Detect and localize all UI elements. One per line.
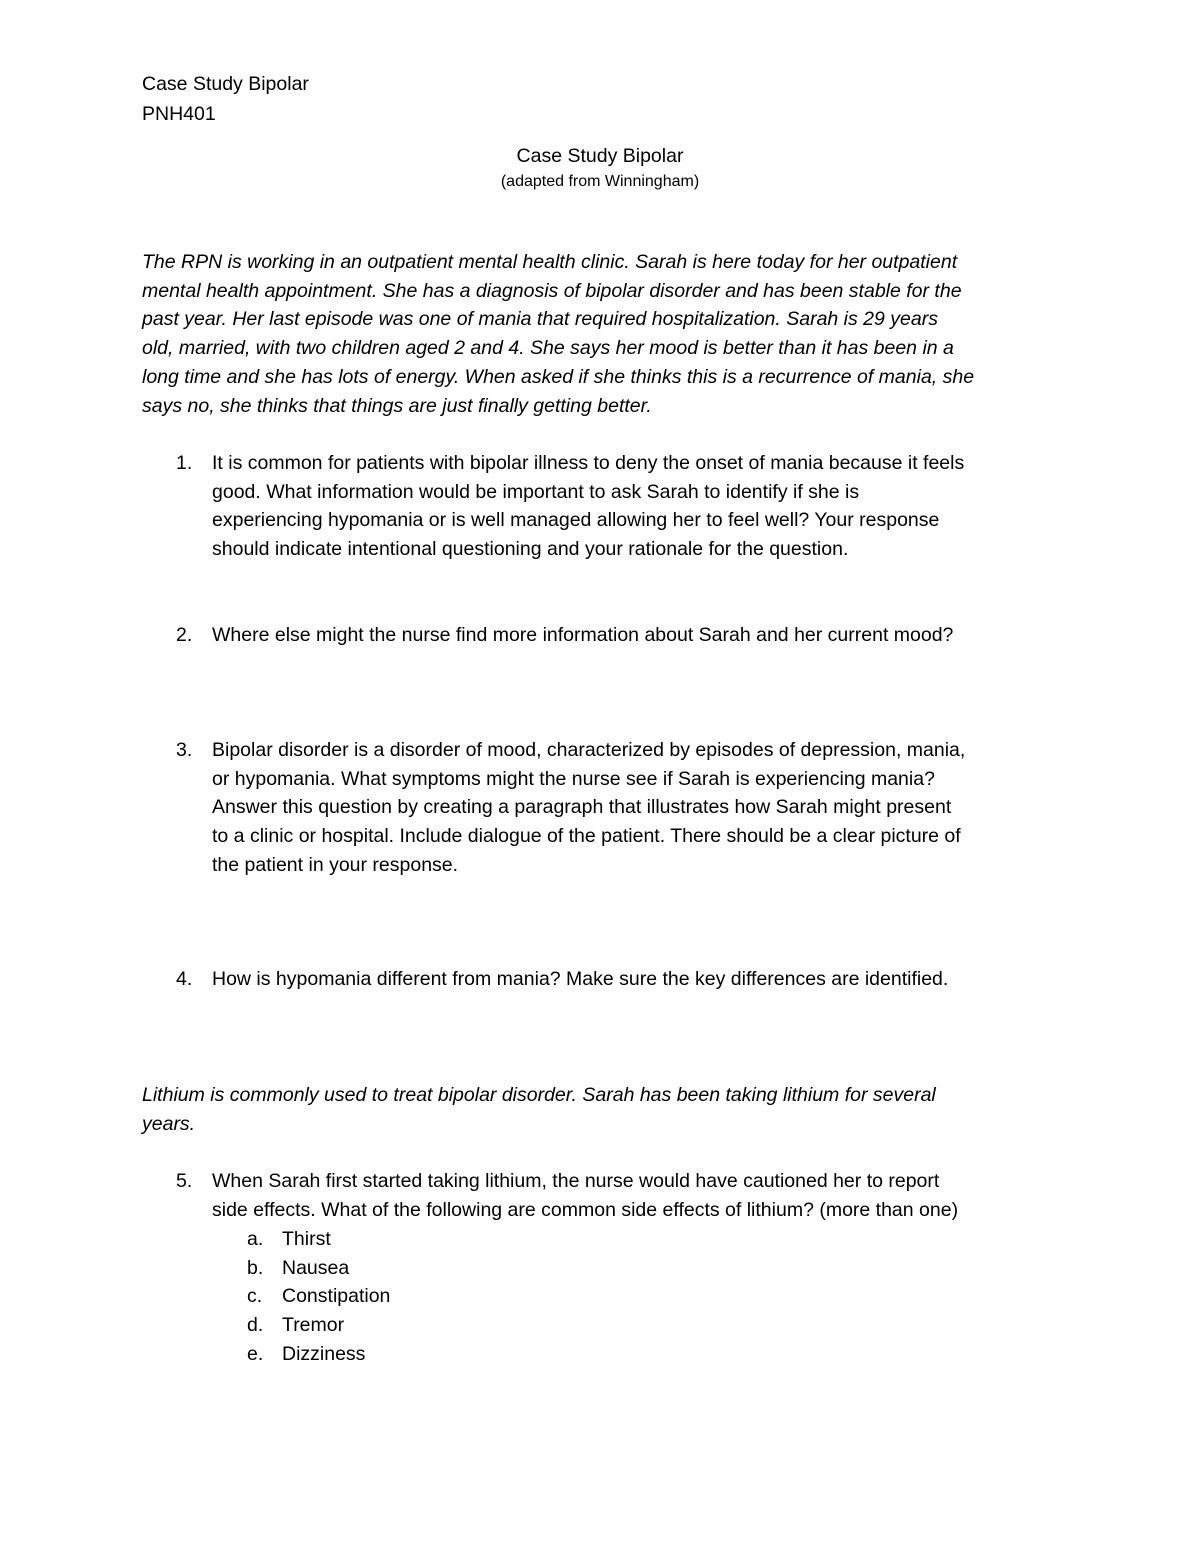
option-text: Thirst [282,1228,331,1250]
answer-option [142,1340,1062,1369]
answer-option [142,1225,1062,1254]
question-number: 3. [176,739,193,761]
question-line: Bipolar disorder is a disorder of mood, characterized by episodes of depression, mania, [212,739,966,761]
option-text: Dizziness [282,1342,366,1365]
paragraph-line: old, married, with two children aged 2 and 4. She says her mood is better than it has been in a [142,337,954,360]
option-text: Nausea [282,1256,350,1279]
question-2 [142,621,1062,650]
question-4 [142,965,1062,994]
question-line: How is hypomania different from mania? Make sure the key differences are identified. [212,968,949,990]
header-course-code: PNH401 [142,103,216,125]
option-letter: b. [247,1256,264,1279]
question-line: or hypomania. What symptoms might the nurse see if Sarah is experiencing mania? [212,767,935,790]
question-line: When Sarah first started taking lithium, the nurse would have cautioned her to report [212,1170,940,1192]
answer-option [142,1254,1062,1283]
question-number: 1. [176,452,193,474]
question-3 [142,736,1062,880]
option-letter: d. [247,1314,264,1337]
question-line: Where else might the nurse find more information about Sarah and her current mood? [212,624,954,646]
question-line: the patient in your response. [212,853,459,876]
document-title: Case Study Bipolar [516,145,684,167]
document-subtitle: (adapted from Winningham) [500,173,700,190]
paragraph-line: mental health appointment. She has a diagnosis of bipolar disorder and has been stable for the [142,279,962,302]
paragraph-line: Lithium is commonly used to treat bipolar disorder. Sarah has been taking lithium for several [142,1084,936,1106]
option-letter: a. [247,1228,264,1250]
option-letter: e. [247,1342,264,1365]
question-line: should indicate intentional questioning and your rationale for the question. [212,538,849,561]
option-text: Tremor [282,1314,345,1337]
question-5 [142,1167,1062,1224]
question-line: to a clinic or hospital. Include dialogue of the patient. There should be a clear picture of [212,825,961,848]
question-line: experiencing hypomania or is well managed allowing her to feel well? Your response [212,509,940,532]
paragraph-line: past year. Her last episode was one of mania that required hospitalization. Sarah is 29 years [142,308,938,331]
answer-options [142,1225,1062,1368]
question-line: side effects. What of the following are common side effects of lithium? (more than one) [212,1198,959,1221]
option-letter: c. [247,1285,263,1308]
question-1 [142,449,1062,564]
header-course-title: Case Study Bipolar [142,73,309,95]
question-line: It is common for patients with bipolar illness to deny the onset of mania because it feels [212,452,965,474]
question-number: 4. [176,968,193,990]
paragraph-line: long time and she has lots of energy. When asked if she thinks this is a recurrence of mania, she [142,365,975,388]
title-block [0,142,1200,194]
paragraph-line: The RPN is working in an outpatient mental health clinic. Sarah is here today for her outpatient [142,251,958,273]
intro-paragraph [142,248,1062,420]
answer-option [142,1282,1062,1311]
question-line: good. What information would be important to ask Sarah to identify if she is [212,480,860,503]
option-text: Constipation [282,1285,391,1308]
answer-option [142,1311,1062,1340]
question-number: 2. [176,624,193,646]
question-number: 5. [176,1170,193,1192]
paragraph-line: years. [142,1112,196,1135]
question-line: Answer this question by creating a paragraph that illustrates how Sarah might present [212,796,952,819]
paragraph-line: says no, she thinks that things are just finally getting better. [142,394,652,417]
lithium-note-paragraph [142,1081,1062,1138]
